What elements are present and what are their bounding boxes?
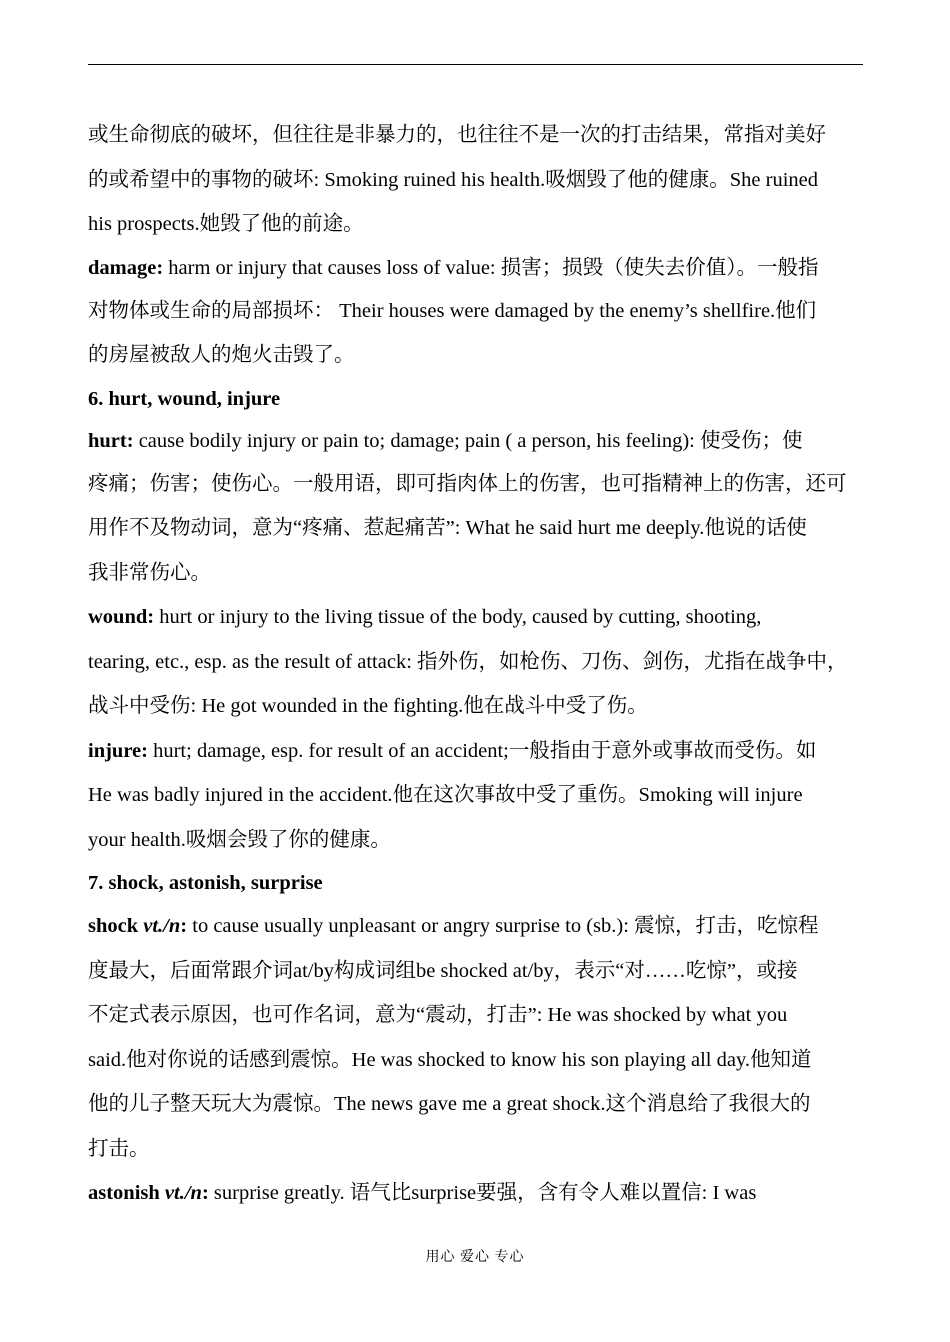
text-line: your health.吸烟会毁了你的健康。 [88, 828, 391, 851]
page-footer: 用心 爱心 专心 [425, 1250, 525, 1265]
text-line: 对物体或生命的局部损坏： Their houses were damaged by the enemy’s shellfire.他们 [88, 299, 817, 322]
text-line: said.他对你说的话感到震惊。He was shocked to know his son playing all day.他知道 [88, 1048, 812, 1071]
text-line: 战斗中受伤: He got wounded in the fighting.他在战斗中受了伤。 [88, 695, 648, 717]
pos-shock: vt./n [138, 915, 181, 937]
text-line: 或生命彻底的破坏，但往往是非暴力的，也往往不是一次的打击结果，常指对美好 [88, 124, 826, 146]
term-hurt: hurt: [88, 429, 134, 452]
term-injure: injure: [88, 739, 148, 762]
text-line: 度最大，后面常跟介词at/by构成词组be shocked at/by，表示“对……吃惊”，或接 [88, 959, 798, 982]
term-astonish: astonish [88, 1182, 160, 1204]
term-wound: wound: [88, 606, 155, 628]
text-line: 打击。 [88, 1137, 150, 1160]
entry-wound: wound: hurt or injury to the living tissue of the body, caused by cutting, shooting, [88, 606, 762, 628]
text-line: 用作不及物动词，意为“疼痛、惹起痛苦”: What he said hurt me deeply.他说的话使 [88, 517, 807, 539]
text-line: his prospects.她毁了他的前途。 [88, 213, 364, 235]
term-shock: shock [88, 915, 139, 937]
text-line: 他的儿子整天玩大为震惊。The news gave me a great shock.这个消息给了我很大的 [88, 1093, 811, 1115]
entry-hurt: hurt: cause bodily injury or pain to; damage; pain ( a person, his feeling): 使受伤；使 [88, 429, 803, 452]
section-heading-6: 6. hurt, wound, injure [88, 387, 281, 410]
text-line: 不定式表示原因，也可作名词，意为“震动，打击”: He was shocked by what you [88, 1004, 788, 1026]
pos-astonish: vt./n [159, 1182, 202, 1204]
header-rule [88, 64, 863, 65]
section-heading-7: 7. shock, astonish, surprise [88, 872, 323, 894]
text-line: 我非常伤心。 [88, 561, 211, 584]
entry-shock: shock vt./n: to cause usually unpleasant or angry surprise to (sb.): 震惊，打击，吃惊程 [88, 915, 819, 937]
entry-astonish: astonish vt./n: surprise greatly. 语气比surprise要强，含有令人难以置信: I was [88, 1182, 757, 1204]
entry-injure: injure: hurt; damage, esp. for result of an accident;一般指由于意外或事故而受伤。如 [88, 739, 817, 762]
entry-damage: damage: harm or injury that causes loss of value: 损害；损毁（使失去价值）。一般指 [88, 256, 819, 279]
text-line: 的房屋被敌人的炮火击毁了。 [88, 344, 355, 366]
text-line: tearing, etc., esp. as the result of attack: 指外伤，如枪伤、刀伤、剑伤，尤指在战争中， [88, 650, 848, 673]
text-line: He was badly injured in the accident.他在这次事故中受了重伤。Smoking will injure [88, 784, 803, 806]
text-line: 疼痛；伤害；使伤心。一般用语，即可指肉体上的伤害，也可指精神上的伤害，还可 [88, 472, 847, 495]
term-damage: damage: [88, 256, 164, 279]
text-line: 的或希望中的事物的破坏: Smoking ruined his health.吸烟毁了他的健康。She ruined [88, 168, 818, 191]
document-body [88, 113, 863, 1216]
